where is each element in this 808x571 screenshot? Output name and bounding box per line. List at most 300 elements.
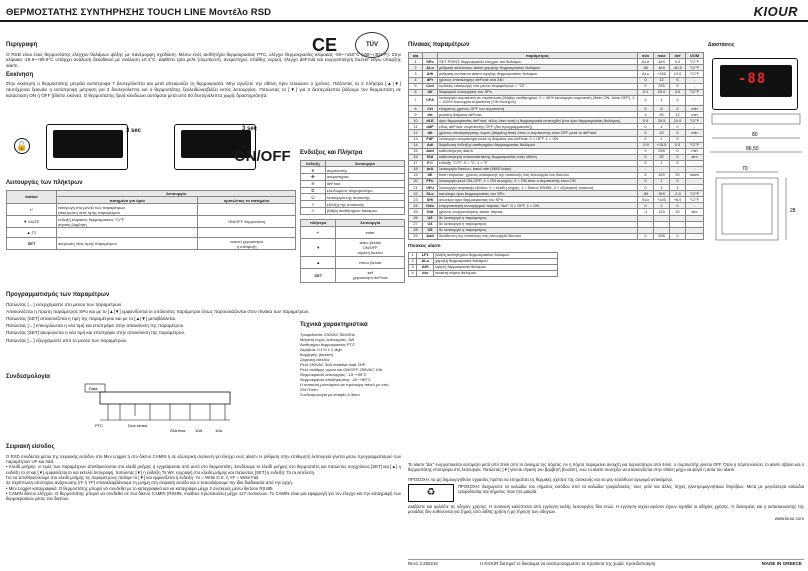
params-col-4: max — [654, 52, 670, 59]
lock-icon: ⚿ — [301, 187, 326, 194]
param-cell: sec — [686, 209, 704, 215]
param-cell: 0 — [670, 130, 686, 136]
param-cell: 1 — [638, 112, 654, 118]
set-key-icon: SET — [301, 268, 336, 282]
param-cell: min — [686, 130, 704, 136]
param-cell: 12.0 — [670, 71, 686, 77]
param-cell: 27 — [409, 221, 423, 227]
key-2: πάνω βελάκι — [336, 256, 405, 268]
tech-3: Ακρίβεια: 0.1% ± 1 digit — [300, 346, 342, 352]
param-cell: 0 — [670, 233, 686, 239]
params-col-2: παράμετρος — [438, 52, 638, 59]
device-display-digits: -88 — [738, 71, 767, 87]
ind-1: ανεμιστήρας — [325, 174, 404, 181]
param-cell: AHi — [654, 59, 670, 65]
param-cell: δε λειτουργεί η παράμετρος — [438, 215, 638, 221]
prog-line-1: Απεικονίζεται η πρώτη παράμετρος SPo και με το [▲|▼] εμφανίζονται οι υπόλοιπες παράμετροι όπως παρουσιάζονται στον πίνακα των παραμέτρων. — [6, 308, 310, 314]
prog-line-4: Πατώντας [SET] ακυρώνεται η νέα τιμή και επιστρέφει στην απεικόνιση της παραμέτρου. — [6, 330, 186, 336]
warning-row — [408, 484, 804, 502]
param-cell: dFr — [423, 77, 438, 83]
param-cell: 1 — [654, 136, 670, 142]
ind-2: deFrost — [325, 180, 404, 187]
param-cell: 20 — [670, 172, 686, 178]
up-key-icon: ▲ T2 — [7, 228, 57, 238]
evolution-icon: ⚡ — [301, 201, 326, 208]
tech-8: Θερμοκρασία λειτουργίας: -15~+55°C — [300, 371, 367, 377]
tech-10: Η συσκευή μοντάρεται σε πρόσοψη πάνελ με οπή 29x71mm. — [300, 381, 389, 392]
param-cell: 4 — [409, 77, 423, 83]
param-cell: 0.1 — [638, 89, 654, 95]
param-cell: 17 — [409, 160, 423, 166]
key-col-1: λειτουργία — [336, 219, 405, 226]
param-cell: λειτουργία ανεμιστήρα κατά τη διάρκεια του deFrost: 0 = OFF, 1 = ON — [438, 136, 638, 142]
param-cell: ρύθμιση κατώτατου alarm χαμηλής θερμοκρασίας θαλάμου — [438, 65, 638, 71]
param-cell: AHi — [423, 71, 438, 77]
keys-row-0-hold — [198, 204, 296, 216]
device-unlock — [46, 124, 128, 170]
param-cell: - — [686, 203, 704, 209]
alarm-cell: 3 — [409, 264, 417, 270]
param-cell: 0 — [638, 233, 654, 239]
keys-table — [6, 190, 296, 251]
param-cell: 0 — [670, 124, 686, 130]
param-cell: 0 — [638, 148, 654, 154]
alarm-cell: ALo — [417, 258, 434, 264]
param-cell: FdF — [423, 136, 438, 142]
param-cell: - — [686, 166, 704, 172]
param-cell: °C/°F — [686, 118, 704, 124]
param-cell: 2 — [670, 106, 686, 112]
technical-section — [300, 322, 405, 397]
param-cell: δε λειτουργεί η παράμετρος — [438, 227, 638, 233]
param-cell: 1 — [654, 185, 670, 191]
technical-heading: Τεχνικά χαρακτηριστικά — [300, 322, 368, 328]
page-title: ΘΕΡΜΟΣΤΑΤΗΣ ΣΥΝΤΗΡΗΣΗΣ TOUCH LINE Μοντέλο RSD — [6, 7, 272, 18]
param-cell: 120 — [654, 209, 670, 215]
param-cell: - — [654, 166, 670, 172]
param-cell: UFu — [423, 185, 438, 191]
param-cell: 0 — [638, 185, 654, 191]
param-cell: 28 — [409, 227, 423, 233]
wiring-label-data: Data — [89, 386, 98, 391]
keys-col-press: πατημένο για όρια — [57, 197, 198, 204]
param-cell: Adi — [423, 142, 438, 148]
param-cell: 1 — [654, 179, 670, 185]
param-cell: 6 — [409, 89, 423, 95]
param-cell: CFA — [423, 95, 438, 105]
param-cell: χρόνος επανάληψης deFrost ανά 24h — [438, 77, 638, 83]
param-cell: 0 — [670, 83, 686, 89]
keys-col-func: λειτουργία — [57, 190, 296, 197]
param-cell: dif — [423, 89, 438, 95]
param-cell: 0 — [638, 83, 654, 89]
param-cell: °C/°F — [686, 142, 704, 148]
param-cell: 8 — [409, 106, 423, 112]
serial-section — [6, 444, 401, 503]
param-cell: κατώτερο όριο θερμοκρασίας του SPo — [438, 191, 638, 197]
key-functions-table — [300, 219, 405, 283]
param-cell: ανώτερο όριο θερμοκρασίας του SPo — [438, 197, 638, 203]
param-cell: 0 — [638, 124, 654, 130]
dimensions-drawing — [708, 112, 804, 262]
param-cell: 0 — [638, 130, 654, 136]
brand-logo: KIOUR — [753, 4, 798, 19]
param-cell: είδος deFrost: συμπιεστής OFF (δια προγραμματιστή) — [438, 124, 638, 130]
param-cell: ddP — [423, 124, 438, 130]
param-cell: -2.0 — [670, 191, 686, 197]
params-section — [408, 42, 704, 277]
prog-line-5: Πατώντας [←] εξερχόμαστε από το μενού των παραμέτρων. — [6, 337, 128, 343]
wiring-diagram — [80, 382, 280, 438]
revision: Rev1.3 250216 — [408, 561, 438, 566]
param-cell: -50 — [638, 191, 654, 197]
param-cell: 29 — [409, 233, 423, 239]
param-cell: sec — [686, 154, 704, 160]
param-cell: 0.0 — [670, 59, 686, 65]
alarm-row — [409, 271, 558, 277]
param-cell: - — [686, 83, 704, 89]
param-cell: Odt — [423, 209, 438, 215]
param-cell: καθυστέρηση alarm — [438, 148, 638, 154]
param-cell: 18 — [409, 166, 423, 172]
param-cell: °C/°F — [686, 71, 704, 77]
param-cell: ρύθμιση ανώτατου alarm υψηλής θερμοκρασίας θαλάμου — [438, 71, 638, 77]
param-cell: 9 — [409, 112, 423, 118]
param-cell: min — [686, 148, 704, 154]
made-in: MADE IN GREECE — [761, 561, 802, 566]
key-0: enter — [336, 226, 405, 238]
enter-key-icon: ↵ — [7, 204, 57, 216]
ind-6: βλάβη αισθητηρίου θαλάμου — [325, 207, 404, 214]
warning-1: ΠΡΟΣΟΧΗ: να μη δημιουργηθούν υγρασίες πρέπει να επηρεάσει τις θερμικές σχέσεις της συσκευής και να μην εισέλθουν αγωγιμά αντικείμενα. — [408, 476, 673, 482]
param-cell: - — [638, 166, 654, 172]
description-heading: Περιγραφή — [6, 42, 38, 48]
tech-1: Μέγιστη ισχύς λειτουργίας: 3W — [300, 336, 355, 342]
param-cell: - — [686, 95, 704, 105]
param-cell: καθυστέρηση αποκατάστασης θερμοκρασίας στην οθόνη — [438, 154, 638, 160]
param-cell: 7 — [409, 95, 423, 105]
param-cell: 13 — [409, 136, 423, 142]
enter-key-icon: ↵ — [301, 226, 336, 238]
up-key-icon: ▲ — [301, 256, 336, 268]
params-col-6: UOM — [686, 52, 704, 59]
lock-icon: 🔓 — [14, 138, 30, 154]
param-cell: 0 — [670, 179, 686, 185]
ind-3: κλειδωμένο πληκτρολόγιο — [325, 187, 404, 194]
wiring-label-door: Door sensor — [128, 424, 148, 428]
param-cell: 20 — [409, 179, 423, 185]
prog-line-2: Πατώντας [SET] απεικονίζεται η τιμή της παραμέτρου και με το [▲|▼] μεταβάλλεται. — [6, 315, 177, 321]
param-cell: Add — [423, 233, 438, 239]
param-cell: λειτουργία συμπιεστή σε περίπτωση βλάβης αισθητηρίου: 0 = 40% λειτουργία συμπιεστή (3min ON, 4min OFF), 1 = 100% λειτουργία συμπιεστή (ON συνεχώς) — [438, 95, 638, 105]
param-cell: - — [686, 179, 704, 185]
param-cell: ενδείξη °C/°F: 0 = °C, 1 = °F — [438, 160, 638, 166]
fan-icon: ✤ — [301, 174, 326, 181]
wiring-label-25a: 25A max — [170, 428, 186, 433]
param-cell: SHi — [423, 197, 438, 203]
param-cell: 0 — [638, 95, 654, 105]
mute-key-icon: ▼ MUTE — [7, 216, 57, 228]
alarm-cell: LF1 — [417, 252, 434, 258]
param-cell: Cod — [423, 83, 438, 89]
wiring-label-ptc: PTC — [95, 423, 103, 428]
param-cell: +15.5 — [654, 142, 670, 148]
prog-line-0: Πατώντας [←] εισερχόμαστε στο μενού των παραμέτρων. — [6, 301, 123, 307]
param-cell: -1 — [638, 209, 654, 215]
param-cell: 25.0 — [654, 89, 670, 95]
param-cell: 11 — [409, 124, 423, 130]
param-cell: 20 — [654, 154, 670, 160]
param-cell: °C/°F — [686, 65, 704, 71]
param-cell: tSd — [423, 154, 438, 160]
alarm-cell: AHi — [417, 264, 434, 270]
dimensions-heading: Διαστάσεις — [708, 42, 735, 48]
param-cell: msec — [686, 172, 704, 178]
param-cell: SLo — [638, 197, 654, 203]
param-cell: 14 — [409, 142, 423, 148]
param-cell: drt — [423, 112, 438, 118]
dim-70: 70 — [742, 166, 748, 172]
param-cell: 12 — [409, 130, 423, 136]
param-cell: +150 — [654, 197, 670, 203]
keys-row-1-hold: ON/OFF θερμοστάτη — [198, 216, 296, 228]
keys-row-0-press: εισαγωγή στο μενού των παραμέτρων επικύρωση νέας τιμής παραμέτρου — [57, 204, 198, 216]
param-cell: κωδικός εισαγωγής στο μενού παραμέτρων = "22" — [438, 83, 638, 89]
indications-section — [300, 150, 405, 283]
param-cell: 26 — [409, 215, 423, 221]
footer-notes — [408, 462, 804, 521]
warning-2: ΠΡΟΣΟΧΗ: διαχωρίστε τα καλώδια του σήματος εισόδου από τα καλώδια τροφοδοσίας, τους ρελέ και άλλες πηγές ηλεκτρομαγνητικών θορύβων. Μετά με μεγαλύτερα καλώδια τροφοδοσίας και σήματος όταν ήτο μακριά. — [458, 483, 804, 494]
param-cell: 10 — [409, 118, 423, 124]
rights-text: Η KIOUR διατηρεί το δικαίωμα να αναπροσαρμόσει τα προϊόντα της χωρίς προειδοποίηση — [480, 561, 656, 566]
param-cell: χρόνος ενεργοποίησης alarm πόρτας — [438, 209, 638, 215]
param-cell: 0 — [638, 154, 654, 160]
param-cell: -50 — [638, 65, 654, 71]
param-cell: -9.9 — [638, 142, 654, 148]
table-row — [409, 95, 704, 105]
keys-col-button: button — [7, 190, 57, 204]
param-cell: - — [686, 160, 704, 166]
param-cell: 10.0 — [670, 118, 686, 124]
param-cell: 0 — [638, 136, 654, 142]
param-cell: 1 — [409, 59, 423, 65]
param-cell: 20 — [670, 209, 686, 215]
alarm-cell: υψηλή θερμοκρασία θαλάμου — [434, 264, 558, 270]
param-cell: - — [670, 166, 686, 172]
param-cell: λειτουργία ρελέ ON-OFF: 1 = ON συνεχώς, 0 = ON όταν ο συμπιεστής είναι ON — [438, 179, 638, 185]
param-cell: 0.0 — [638, 118, 654, 124]
param-cell: 255 — [654, 148, 670, 154]
param-cell: 6 — [654, 106, 670, 112]
recycle-icon: ♻ — [408, 484, 454, 502]
param-cell: 1 — [670, 185, 686, 191]
table-row — [409, 233, 704, 239]
param-cell: time response: χρόνος απόκρισης της συσκευής στη λειτουργία του δικτύου — [438, 172, 638, 178]
param-cell: Odo — [423, 203, 438, 209]
param-cell: U4 — [423, 221, 438, 227]
params-heading: Πίνακας παραμέτρων — [408, 42, 470, 48]
dim-80: 80 — [752, 132, 758, 138]
param-cell: όριο θερμοκρασίας deFrost: τέλος όταν αυτή η θερμοκρασία επιτευχθεί (ένα όριο θερμοκρασίας θαλάμου) — [438, 118, 638, 124]
param-cell: 25 — [409, 209, 423, 215]
keys-heading: Λειτουργίες των πλήκτρων — [6, 180, 83, 186]
startup-heading: Εκκίνηση — [6, 71, 34, 78]
param-cell: 0 — [670, 203, 686, 209]
params-col-0: a/a — [409, 52, 423, 59]
param-cell: ALo — [423, 65, 438, 71]
keys-col-hold: κρατώντας το πατημένο — [198, 197, 296, 204]
ind-0: συμπιεστής — [325, 167, 404, 174]
sensor-fault-icon: ⚠ — [301, 207, 326, 214]
param-cell: 23 — [409, 197, 423, 203]
alarm-cell: 1 — [409, 252, 417, 258]
param-cell: ALo — [638, 71, 654, 77]
website: www.kiour.com — [774, 515, 804, 521]
param-cell: 255 — [654, 233, 670, 239]
param-cell: 0 — [638, 77, 654, 83]
alarm-cell: ανοικτή πόρτα θαλάμου — [434, 271, 558, 277]
param-cell: λειτουργία σειριακής εξόδου: 0 = κλειδί μνήμης, 1 = δίκτυο RS485, 2 = εξωτερική συσκευή — [438, 185, 638, 191]
param-cell: 12 — [654, 77, 670, 83]
param-cell: U5 — [423, 227, 438, 233]
indications-table — [300, 160, 405, 215]
ce-mark: CE — [312, 35, 338, 55]
set-key-icon: SET — [7, 238, 57, 250]
param-cell: 0 — [638, 203, 654, 209]
param-cell: SPo — [423, 59, 438, 65]
param-cell: 255 — [654, 83, 670, 89]
down-key-icon: ▼ — [301, 238, 336, 256]
param-cell: 22 — [409, 191, 423, 197]
dimensions-section — [708, 42, 804, 50]
param-cell: 16 — [409, 154, 423, 160]
param-cell: 2 — [654, 203, 670, 209]
param-cell: 0 — [638, 179, 654, 185]
description-section — [6, 42, 401, 100]
param-cell: SLo — [423, 191, 438, 197]
param-cell: ελάχιστος χρόνος OFF του συμπιεστή — [438, 106, 638, 112]
tech-6: Ρελέ 250VAC 30A resistive load 2HP — [300, 361, 366, 367]
param-cell: F.C — [423, 160, 438, 166]
params-col-5: def — [670, 52, 686, 59]
param-cell: διόρθωση ένδειξης αισθητηρίου θερμοκρασίας θαλάμου — [438, 142, 638, 148]
param-cell: λειτουργία δικτύου, baud rate (9600 bdps) — [438, 166, 638, 172]
description-text: Ο RSD είναι ένας θερμοστάτης ελέγχου θαλάμων ψύξης με πανέμορφη σχεδίαση. Μέσω ενός αισθητήρα θερμοκρασίας PTC, ελέγχει θερμοκρασίες κλίμακας -50~+150°C (-58~+302°F). Στην κλίμακα -19.9~+99.9°C υπάρχει ανάλυση δεκαδικού με ανάλυση ±0.1°C. Διαθέτει τρία ρελέ (συμπιεστή, ανεμιστήρα, σπάθης νερού), έλεγχο deFrost και ενεργοποίηση buzzer λόγω ύπαρξης alarm. — [6, 51, 401, 68]
keys-section — [6, 180, 296, 250]
alarms-table — [408, 252, 558, 277]
param-cell: μέγιστη διάρκεια deFrost — [438, 112, 638, 118]
param-cell: 0 — [670, 148, 686, 154]
param-cell: min — [686, 112, 704, 118]
param-cell: δε λειτουργεί η παράμετρος — [438, 221, 638, 227]
param-cell: -40.0 — [670, 65, 686, 71]
onoff-label: ON/OFF — [234, 148, 291, 165]
param-cell: 12 — [670, 112, 686, 118]
param-cell: 100 — [654, 172, 670, 178]
alarm-cell: βλάβη αισθητηρίου θερμοκρασίας θαλάμου — [434, 252, 558, 258]
keys-row-3-hold: εκκινεί χειροκίνητα η απόψυξη — [198, 238, 296, 250]
key-3: set χειροκίνητο deFrost — [336, 268, 405, 282]
param-cell: Add — [423, 148, 438, 154]
ind-4: λειτουργία της συσκευής — [325, 194, 404, 201]
param-cell: 25.5 — [654, 118, 670, 124]
tech-9: Θερμοκρασία αποθήκευσης: -20~+80°C — [300, 376, 371, 382]
param-cell: °C/°F — [686, 89, 704, 95]
keys-row-1-press: ένδειξη κλίμακας θερμοκρασίας °C/°F σίγαση βομβητή — [57, 216, 198, 228]
tech-0: Τροφοδοσία: 230VAC 50/60Hz — [300, 331, 355, 337]
param-cell: 2 — [409, 65, 423, 71]
param-cell: +150 — [654, 71, 670, 77]
alarm-cell: 4 — [409, 271, 417, 277]
params-col-3: min — [638, 52, 654, 59]
param-cell: - — [686, 124, 704, 130]
param-cell: 0.0 — [670, 142, 686, 148]
param-cell: 10 — [654, 130, 670, 136]
key-1: κάτω βελάκι ON/OFF σίγαση buzzer — [336, 238, 405, 256]
alarms-heading: Πίνακας alarm — [408, 243, 441, 249]
startup-text: Στην εκκίνηση ο θερμοστάτης μετράει αντίστροφα 7 δευτερόλεπτα και μετά απεικονίζει τη θερμοκρασία. Μην αγγίζετε την οθόνη πριν τελειώσει ο χρόνος. Πιέζοντας τα 2 πλήκτρα [▲|▼] ταυτόχρονα ξεκινάει η αντίστροφη μέτρηση για 3 δευτερόλεπτα και ο θερμοστάτης ξεκλειδώνει/βάζει εκτός λειτουργίας. Πατώντας το [▼] για 3 δευτερόλεπτα βάζουμε τον θερμοστάτη σε κατάσταση ON ή OFF (βλέπε εικόνα). Ο θερμοστάτης ξανά κλειδώνει αυτόματα μετά από 50 δευτερόλεπτα χωρίς δραστηριότητα. — [6, 81, 401, 98]
param-cell: 24 — [409, 203, 423, 209]
dim-86-50: 86,50 — [746, 146, 759, 152]
key-col-0: πλήκτρο — [301, 219, 336, 226]
alarm-cell: 2 — [409, 258, 417, 264]
params-col-1 — [423, 52, 438, 59]
programming-heading: Προγραμματισμός των παραμέτρων — [6, 292, 110, 298]
param-cell: 1 — [654, 160, 670, 166]
param-cell: +8.0 — [670, 197, 686, 203]
param-cell: °C/°F — [686, 197, 704, 203]
param-cell: 0 — [670, 95, 686, 105]
param-cell: 0 — [638, 106, 654, 112]
param-cell: 0 — [670, 136, 686, 142]
param-cell: 15 — [409, 148, 423, 154]
tuv-mark: TÜV — [355, 32, 389, 58]
serial-text: Ο RSD συνδέεται μέσω της σειριακής εισόδου στο Mini Logger ή στο δίκτυο CAMIN ή σε εξωτερική συσκευή για έλεγχο ενός alarm. Η ρύθμιση στην επιθυμητή λειτουργία γίνεται μέσω προγραμματισμού των παραμέτρων UF και Add. • Κλειδί μνήμης: οι τιμές των παραμέτρων αποθηκεύονται στο κλειδί μνήμης ή εγγράφονται από αυτό στο θερμοστάτη. Συνδέουμε το κλειδί μνήμης στο θερμοστάτη και πατώντας συγχρόνως [SET] και [▲] η ενδείξη το ot και [▼] εμφανίζεται to και εκτελεί αντιγραφή, πατώντας [▼] η ενδείξη To Ws: εγγραφή στο κλειδί μνήμης και πατώντας [SET] η ενδείξη: To ra εκτέλεση. Για να αποθηκεύσουμε στο κλειδί μνήμης τις παραμέτρους πατάμε το [▼] και εμφανίζεται η ένδειξη: Yo = Write O.K. ή YF = Write Fail. Ζε περίπτωση αποτυχίας ανάγνωσης (rF ή YF) επαναλαμβάνουμε τη μνήμη στη σειριακή εισόδο και ο τσαουλάρουμε την ίδια διαδικασία από την αρχή. • Mini Logger καταγραφικό: Ο θερμοστάτης μπορεί να συνδεθεί με το καταγραφικό και να καταγράφει μέχρι 2 συσκευές μέσω δικτύου RS485. • CAMIN δίκτυο ελέγχου: Ο θερμοστάτης μπορεί να συνδεθεί σε ένα δίκτυο CAMIN (RS485, modbus πρωτόκολλο) μέχρι 127 συσκευών. Το CAMIN είναι μια εφαρμογή για τον έλεγχο και την καταγραφή των θερμοκρασιών μέσω του δικτύου. — [6, 453, 401, 502]
dim-28: 28 — [790, 208, 796, 214]
param-cell: min — [686, 106, 704, 112]
sec-label-1: 3 sec — [126, 128, 142, 134]
indications-heading: Ενδείξεις και Πλήκτρα — [300, 150, 363, 156]
keys-row-2-hold — [198, 228, 296, 238]
param-cell: AHi — [654, 65, 670, 71]
alarm-note: To alarm "dor" ενεργοποιείται αυτόματα μετά από 2min από το άνοιγμα της πόρτας. Αν η πόρτα παραμείνει ανοιχτή για περισσότερο από 4min, ο συμπιεστής γίνεται OFF. Όταν η πόρτα κλείσει, το alarm σβήνει και ο θερμοστάτης επιστρέφει στη λειτουργία. Πατώντας [▼] γίνεται σίγαση του βομβητή (buzzer), ενώ το alarm συνεχίζει να απεικονίζεται στην οθόνη μέχρι να φύγει η αιτία του alarm. — [408, 462, 804, 473]
param-cell: 0 — [670, 154, 686, 160]
param-cell: 5 — [409, 83, 423, 89]
param-cell: - — [686, 233, 704, 239]
alarm-cell: χαμηλή θερμοκρασία θαλάμου — [434, 258, 558, 264]
prog-line-3: Πατώντας [←] επικυρώνεται η νέα τιμή και επιστρέφει στην απεικόνιση της παραμέτρου. — [6, 323, 185, 329]
wiring-label-10a-1: 10A — [195, 428, 203, 433]
param-cell: FFu — [423, 179, 438, 185]
tech-7: Ρελέ στάθμης νερού και ON/OFF 250VAC 10A — [300, 366, 383, 372]
wiring-heading: Συνδεσμολογία — [6, 374, 50, 380]
sec-label-2: 3 sec — [242, 126, 258, 132]
param-cell: °C/°F — [686, 191, 704, 197]
param-cell: διεύθυνση της συσκευής στη λειτουργία δικτύου — [438, 233, 638, 239]
param-cell: χρόνος αποστράγγισης νερού (dripping time) όπου ο συμπιεστής είναι OFF μετά το deFrost — [438, 130, 638, 136]
footer-divider — [408, 559, 804, 560]
ind-col-0: ένδειξη — [301, 160, 326, 167]
operation-icon: ⏻ — [301, 194, 326, 201]
compressor-icon: ❄ — [301, 167, 326, 174]
param-cell: dLE — [423, 118, 438, 124]
tech-2: Αισθητήριο θερμοκρασίας PTC — [300, 341, 355, 347]
param-cell: SHi — [654, 191, 670, 197]
ind-col-1: λειτουργία — [325, 160, 404, 167]
param-cell: - — [686, 185, 704, 191]
table-row — [409, 118, 704, 124]
device-front — [712, 58, 798, 110]
